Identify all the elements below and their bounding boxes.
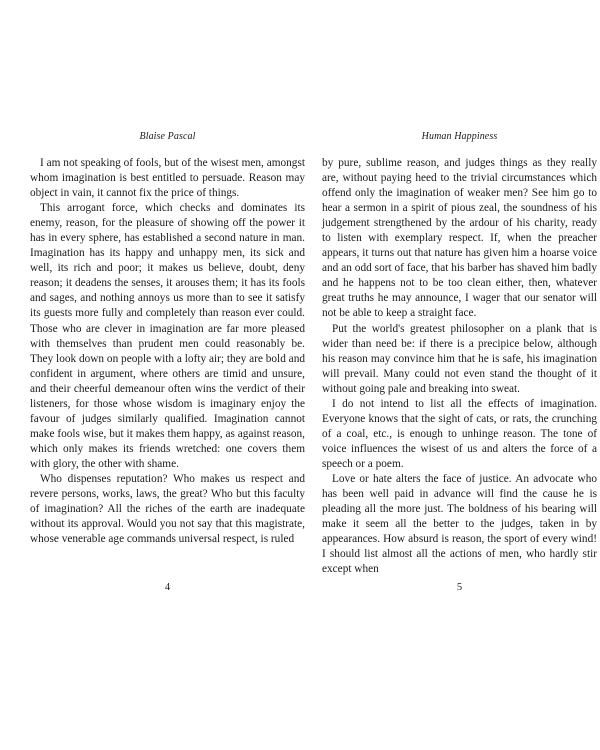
paragraph: Love or hate alters the face of justice. An advocate who has been well paid in advance will find the cause he is pleading all the more just. The boldness of his bearing will make it seem all the better to the judges, taken in by appearances. How absurd is reason, the sport of every wind! I should list almost all the actions of men, who hardly stir except when [322,472,597,576]
paragraph: Who dispenses reputation? Who makes us respect and revere persons, works, laws, the great? Who but this faculty of imagination? All the riches of the earth are inadequate without its approval. Would you not say that this magistrate, whose venerable age commands universal respect, is ruled [30,472,305,546]
paragraph: This arrogant force, which checks and dominates its enemy, reason, for the pleasure of showing off the power it has in every sphere, has established a second nature in man. Imagination has its happy and unhappy men, its sick and well, its rich and poor; it makes us believe, doubt, deny reason; it deadens the senses, it arouses them; it has its fools and sages, and nothing annoys us more than to see it satisfy its guests more fully and completely than reason ever could. Those who are clever in imagination are far more pleased with themselves than prudent men could reasonably be. They look down on people with a lofty air; they are bold and confident in argument, where others are timid and unsure, and their cheerful demeanour often wins the verdict of their listeners, for those whose wisdom is imaginary enjoy the favour of judges similarly qualified. Imagination cannot make fools wise, but it makes them happy, as against reason, which only makes its friends wretched: one covers them with glory, the other with shame. [30,202,305,470]
paragraph: by pure, sublime reason, and judges things as they really are, without paying heed to the trivial circumstances which offend only the imagination of weaker men? See him go to hear a sermon in a spirit of pious zeal, the soundness of his judgement strengthened by the ardour of his charity, ready to listen with exemplary respect. If, when the preacher appears, it turns out that nature has given him a hoarse voice and an odd sort of face, that his barber has shaved him badly and he happens not to be too clean either, then, whatever great truths he may announce, I wager that our senator will not be able to keep a straight face. [322,157,597,320]
running-head-left: Blaise Pascal [139,131,196,142]
right-page-body [322,156,597,577]
paragraph: I am not speaking of fools, but of the wisest men, amongst whom imagination is best entitled to persuade. Reason may object in vain, it cannot fix the price of things. [30,157,305,200]
left-page-body [30,156,305,547]
paragraph: Put the world's greatest philosopher on a plank that is wider than need be: if there is a precipice below, although his reason may convince him that he is safe, his imagination will prevail. Many could not even stand the thought of it without going pale and breaking into sweat. [322,322,597,395]
paragraph: I do not intend to list all the effects of imagination. Everyone knows that the sight of cats, or rats, the crunching of a coal, etc., is enough to unhinge reason. The tone of voice influences the wisest of us and alters the force of a speech or a poem. [322,397,597,470]
running-head-right: Human Happiness [421,131,498,142]
page-number-left: 4 [164,582,171,593]
page-number-right: 5 [456,582,463,593]
